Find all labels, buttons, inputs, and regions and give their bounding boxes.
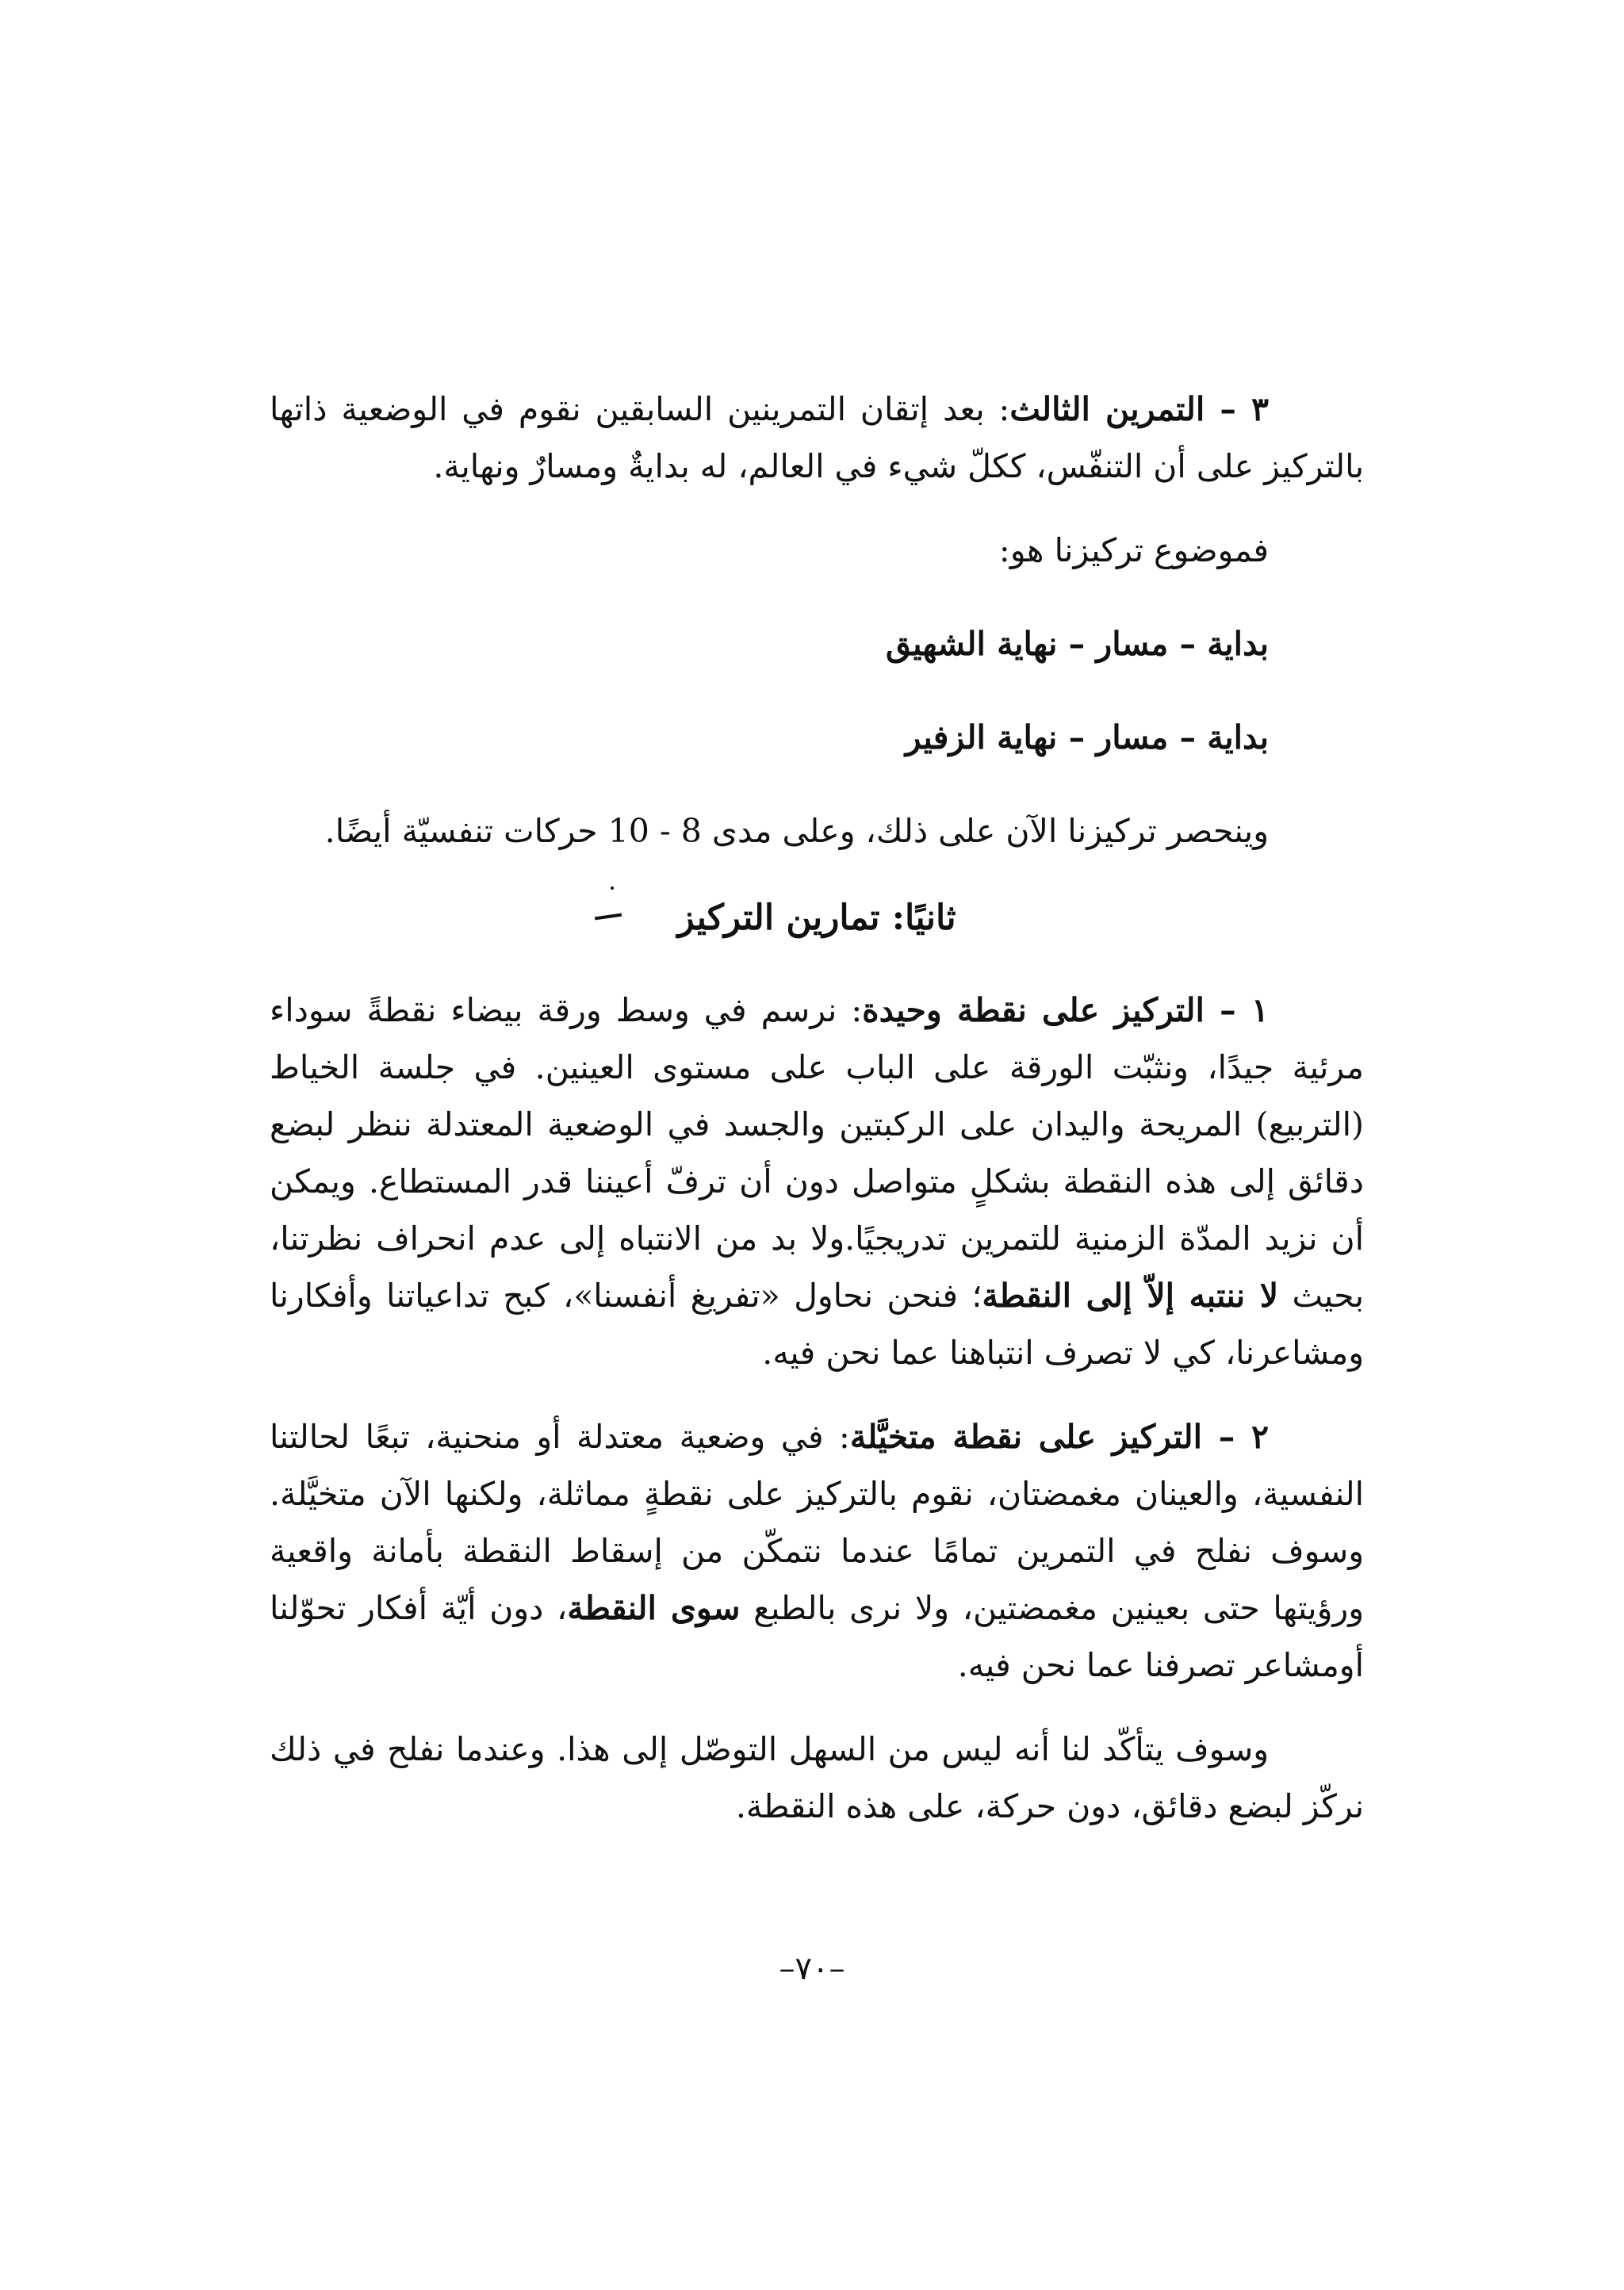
exercise-1-emphasis: لا ننتبه إلاّ إلى النقطة — [982, 1277, 1279, 1315]
section-heading-text: ثانيًا: تمارين التركيز — [677, 898, 956, 938]
page-number: –٧٠– — [779, 1951, 845, 1987]
exercise-3-text: : بعد إتقان التمرينين السابقين نقوم في الوضعية ذاتها بالتركيز على أن التنفّس، ككلّ شيء في العالم، له بدايةٌ ومسارٌ ونهاية. — [270, 390, 1364, 485]
final-paragraph: وسوف يتأكّد لنا أنه ليس من السهل التوصّل إلى هذا. وعندما نفلح في ذلك نركّز لبضع دقائق، دون حركة، على هذه النقطة. — [270, 1730, 1364, 1825]
exercise-3-title: ٣ – التمرين الثالث — [1009, 390, 1269, 428]
exercise-1-text-1: : نرسم في وسط ورقة بيضاء نقطةً سوداء مرئية جيدًا، ونثبّت الورقة على الباب على مستوى العينين. في جلسة الخياط (التربيع) المريحة واليدان على الركبتين والجسد في الوضعية المعتدلة ننظر لبضع دقائق إلى هذه النقطة بشكلٍ متواصل دون أن ترفّ أعيننا قدر المستطاع. ويمكن أن نزيد المدّة الزمنية للتمرين تدريجيًا.ولا بد من الانتباه إلى عدم انحراف نظرتنا، بحيث — [270, 991, 1365, 1315]
exercise-1-title: ١ – التركيز على نقطة وحيدة — [862, 991, 1269, 1029]
exercise-2-emphasis: سوى النقطة — [567, 1589, 741, 1627]
exercise-1-paragraph — [270, 982, 1364, 1381]
exercise-3-paragraph — [270, 381, 1364, 495]
focus-line-exhale: بداية – مسار – نهاية الزفير — [905, 718, 1269, 756]
focus-line-inhale: بداية – مسار – نهاية الشهيق — [885, 625, 1269, 663]
stray-dot-mark — [611, 887, 614, 890]
section-heading — [270, 887, 1364, 950]
exercise-2-text-2: ، دون أيّة أفكار تحوّلنا أومشاعر تصرفنا عما نحن فيه. — [270, 1589, 1364, 1684]
exercise-2-paragraph — [270, 1408, 1364, 1694]
exercise-1-text-2: ؛ فنحن نحاول «تفريغ أنفسنا»، كبح تداعياتنا وأفكارنا ومشاعرنا، كي لا تصرف انتباهنا عما نحن فيه. — [270, 1277, 1364, 1372]
limit-paragraph: وينحصر تركيزنا الآن على ذلك، وعلى مدى 8 - 10 حركات تنفسيّة أيضًا. — [324, 812, 1269, 850]
stray-dash-mark — [595, 913, 622, 921]
exercise-2-text-1: : في وضعية معتدلة أو منحنية، تبعًا لحالتنا النفسية، والعينان مغمضتان، نقوم بالتركيز على نقطةٍ مماثلة، ولكنها الآن متخيَّلة. وسوف نفلح في التمرين تمامًا عندما نتمكّن من إسقاط النقطة بأمانة واقعية ورؤيتها حتى بعينين مغمضتين، ولا نرى بالطبع — [270, 1418, 1364, 1627]
exercise-2-title: ٢ – التركيز على نقطة متخيَّلة — [849, 1418, 1269, 1456]
page-body — [270, 381, 1364, 1862]
focus-intro: فموضوع تركيزنا هو: — [998, 531, 1269, 569]
